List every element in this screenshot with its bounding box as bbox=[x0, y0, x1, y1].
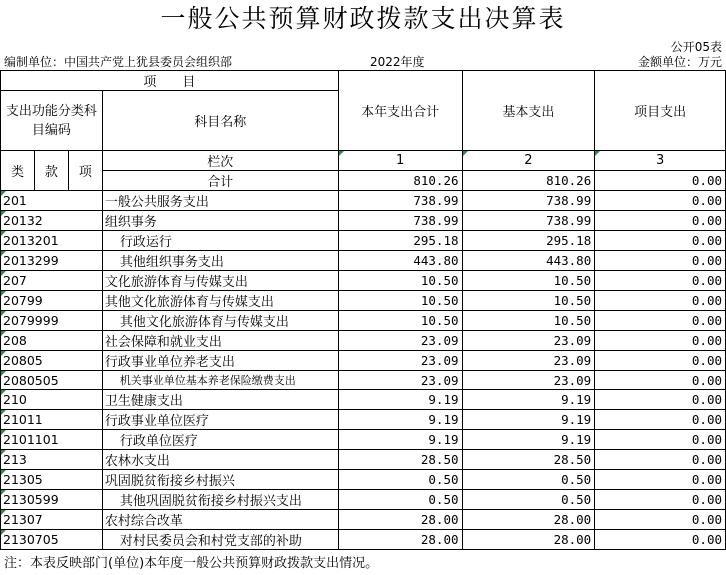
header-col3: 3 bbox=[595, 151, 726, 171]
table-row bbox=[1, 410, 726, 430]
row-basic: 443.80 bbox=[462, 251, 595, 271]
row-project: 0.00 bbox=[595, 191, 726, 211]
row-total: 9.19 bbox=[338, 430, 462, 450]
row-basic: 23.09 bbox=[462, 371, 595, 390]
table-row bbox=[1, 351, 726, 371]
row-code: 2013201 bbox=[1, 231, 103, 251]
row-code: 20805 bbox=[1, 351, 103, 371]
row-code: 2079999 bbox=[1, 311, 103, 331]
row-name: 行政事业单位养老支出 bbox=[102, 351, 338, 371]
row-basic: 23.09 bbox=[462, 331, 595, 351]
table-row bbox=[1, 271, 726, 291]
row-project: 0.00 bbox=[595, 251, 726, 271]
row-project: 0.00 bbox=[595, 450, 726, 470]
row-name: 对村民委员会和村党支部的补助 bbox=[102, 530, 338, 550]
row-code: 20799 bbox=[1, 291, 103, 311]
row-total: 738.99 bbox=[338, 211, 462, 231]
row-code: 201 bbox=[1, 191, 103, 211]
row-code: 2080505 bbox=[1, 371, 103, 390]
row-project: 0.00 bbox=[595, 291, 726, 311]
row-total: 23.09 bbox=[338, 371, 462, 390]
row-basic: 23.09 bbox=[462, 351, 595, 371]
row-name: 机关事业单位基本养老保险缴费支出 bbox=[102, 371, 338, 390]
row-name: 农村综合改革 bbox=[102, 510, 338, 530]
row-total: 10.50 bbox=[338, 291, 462, 311]
table-row bbox=[1, 311, 726, 331]
row-name: 其他巩固脱贫衔接乡村振兴支出 bbox=[102, 490, 338, 510]
row-basic: 28.50 bbox=[462, 450, 595, 470]
table-row bbox=[1, 390, 726, 410]
row-total: 10.50 bbox=[338, 271, 462, 291]
row-total: 28.00 bbox=[338, 530, 462, 550]
table-row bbox=[1, 430, 726, 450]
row-project: 0.00 bbox=[595, 390, 726, 410]
row-code: 2130599 bbox=[1, 490, 103, 510]
row-name: 行政运行 bbox=[102, 231, 338, 251]
row-name: 社会保障和就业支出 bbox=[102, 331, 338, 351]
form-code: 公开05表 bbox=[670, 40, 722, 54]
row-basic: 295.18 bbox=[462, 231, 595, 251]
row-basic: 0.50 bbox=[462, 470, 595, 490]
row-code: 210 bbox=[1, 390, 103, 410]
header-item: 项 目 bbox=[1, 71, 339, 91]
table-row bbox=[1, 191, 726, 211]
row-total: 443.80 bbox=[338, 251, 462, 271]
footnote: 注：本表反映部门(单位)本年度一般公共预算财政拨款支出情况。 bbox=[4, 556, 379, 571]
row-name: 其他组织事务支出 bbox=[102, 251, 338, 271]
row-project: 0.00 bbox=[595, 211, 726, 231]
row-code: 213 bbox=[1, 450, 103, 470]
row-total: 23.09 bbox=[338, 331, 462, 351]
row-project: 0.00 bbox=[595, 430, 726, 450]
row-project: 0.00 bbox=[595, 530, 726, 550]
row-total: 10.50 bbox=[338, 311, 462, 331]
fiscal-year: 2022年度 bbox=[370, 55, 425, 69]
header-col-no: 栏次 bbox=[102, 151, 338, 171]
row-basic: 9.19 bbox=[462, 430, 595, 450]
row-name: 组织事务 bbox=[102, 211, 338, 231]
header-basic: 基本支出 bbox=[462, 71, 595, 151]
row-name: 行政单位医疗 bbox=[102, 430, 338, 450]
row-code: 21011 bbox=[1, 410, 103, 430]
amount-unit: 金额单位：万元 bbox=[637, 55, 722, 69]
sum-basic: 810.26 bbox=[462, 171, 595, 191]
row-project: 0.00 bbox=[595, 231, 726, 251]
row-total: 0.50 bbox=[338, 490, 462, 510]
table-row bbox=[1, 331, 726, 351]
row-total: 9.19 bbox=[338, 390, 462, 410]
row-project: 0.00 bbox=[595, 351, 726, 371]
row-project: 0.00 bbox=[595, 410, 726, 430]
row-name: 文化旅游体育与传媒支出 bbox=[102, 271, 338, 291]
row-basic: 10.50 bbox=[462, 271, 595, 291]
sum-project: 0.00 bbox=[595, 171, 726, 191]
row-total: 28.50 bbox=[338, 450, 462, 470]
header-kuan: 款 bbox=[34, 151, 68, 191]
header-lei: 类 bbox=[1, 151, 35, 191]
row-project: 0.00 bbox=[595, 331, 726, 351]
compiling-unit: 编制单位：中国共产党上犹县委员会组织部 bbox=[4, 55, 233, 69]
page-title: 一般公共预算财政拨款支出决算表 bbox=[160, 4, 566, 33]
header-col1: 1 bbox=[338, 151, 462, 171]
header-col2: 2 bbox=[462, 151, 595, 171]
table-row bbox=[1, 490, 726, 510]
row-code: 21307 bbox=[1, 510, 103, 530]
table-row bbox=[1, 470, 726, 490]
row-basic: 10.50 bbox=[462, 291, 595, 311]
row-project: 0.00 bbox=[595, 490, 726, 510]
row-code: 2013299 bbox=[1, 251, 103, 271]
expenditure-table bbox=[0, 70, 726, 550]
table-row bbox=[1, 251, 726, 271]
table-row bbox=[1, 371, 726, 390]
row-basic: 738.99 bbox=[462, 191, 595, 211]
row-name: 行政事业单位医疗 bbox=[102, 410, 338, 430]
row-code: 208 bbox=[1, 331, 103, 351]
row-total: 295.18 bbox=[338, 231, 462, 251]
table-row bbox=[1, 450, 726, 470]
header-subject-name: 科目名称 bbox=[102, 91, 338, 151]
header-func-code: 支出功能分类科目编码 bbox=[1, 91, 103, 151]
sum-label: 合计 bbox=[102, 171, 338, 191]
row-total: 23.09 bbox=[338, 351, 462, 371]
row-project: 0.00 bbox=[595, 510, 726, 530]
row-total: 28.00 bbox=[338, 510, 462, 530]
row-code: 20132 bbox=[1, 211, 103, 231]
row-total: 738.99 bbox=[338, 191, 462, 211]
row-basic: 9.19 bbox=[462, 390, 595, 410]
row-name: 农林水支出 bbox=[102, 450, 338, 470]
row-name: 卫生健康支出 bbox=[102, 390, 338, 410]
row-basic: 738.99 bbox=[462, 211, 595, 231]
table-row bbox=[1, 510, 726, 530]
row-basic: 28.00 bbox=[462, 510, 595, 530]
row-name: 一般公共服务支出 bbox=[102, 191, 338, 211]
table-row bbox=[1, 231, 726, 251]
row-name: 其他文化旅游体育与传媒支出 bbox=[102, 311, 338, 331]
row-project: 0.00 bbox=[595, 271, 726, 291]
table-row bbox=[1, 530, 726, 550]
table-row bbox=[1, 291, 726, 311]
row-code: 2130705 bbox=[1, 530, 103, 550]
row-code: 2101101 bbox=[1, 430, 103, 450]
row-code: 207 bbox=[1, 271, 103, 291]
row-project: 0.00 bbox=[595, 470, 726, 490]
row-project: 0.00 bbox=[595, 311, 726, 331]
header-xiang: 项 bbox=[68, 151, 102, 191]
row-basic: 0.50 bbox=[462, 490, 595, 510]
row-project: 0.00 bbox=[595, 371, 726, 390]
sum-total: 810.26 bbox=[338, 171, 462, 191]
header-project: 项目支出 bbox=[595, 71, 726, 151]
row-code: 21305 bbox=[1, 470, 103, 490]
row-name: 其他文化旅游体育与传媒支出 bbox=[102, 291, 338, 311]
row-name: 巩固脱贫衔接乡村振兴 bbox=[102, 470, 338, 490]
row-basic: 9.19 bbox=[462, 410, 595, 430]
row-total: 0.50 bbox=[338, 470, 462, 490]
row-basic: 28.00 bbox=[462, 530, 595, 550]
row-basic: 10.50 bbox=[462, 311, 595, 331]
header-total: 本年支出合计 bbox=[338, 71, 462, 151]
row-total: 9.19 bbox=[338, 410, 462, 430]
table-row bbox=[1, 211, 726, 231]
